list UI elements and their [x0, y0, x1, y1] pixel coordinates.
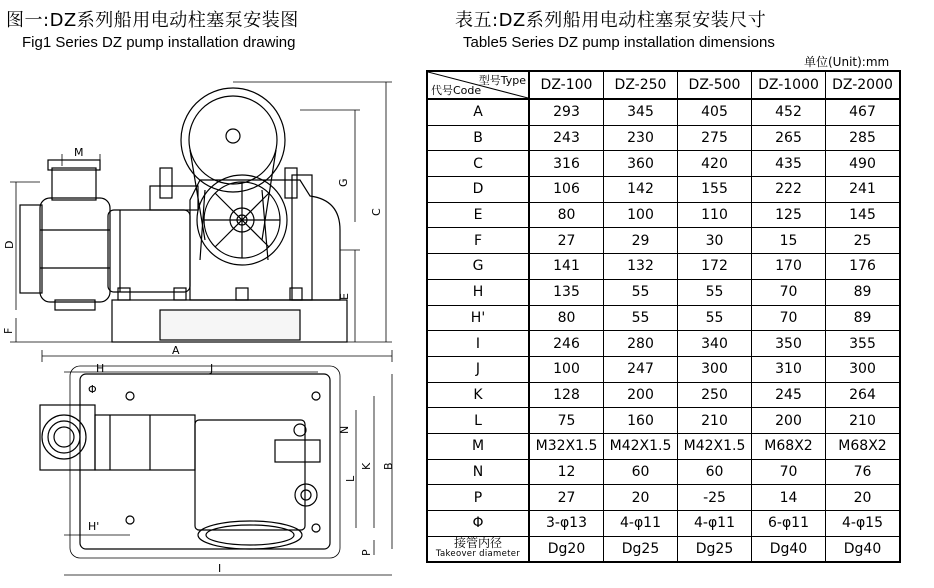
table-cell: 490 [826, 151, 901, 177]
table-cell: 80 [529, 202, 604, 228]
table-cell: 350 [752, 331, 826, 357]
table-cell: 300 [678, 356, 752, 382]
table-cell: 29 [604, 228, 678, 254]
table-cell: 25 [826, 228, 901, 254]
table-cell: 4-φ15 [826, 511, 901, 537]
table-row [427, 382, 900, 408]
table-cell: 27 [529, 485, 604, 511]
table-cell: 76 [826, 459, 901, 485]
row-code: B [427, 125, 529, 151]
table-cell: 12 [529, 459, 604, 485]
dim-label-g: G [337, 178, 350, 187]
table-cell: 89 [826, 305, 901, 331]
model-header: DZ-100 [529, 71, 604, 99]
dim-label-l: L [344, 475, 357, 482]
table-cell: 4-φ11 [604, 511, 678, 537]
table-cell: 285 [826, 125, 901, 151]
table-row [427, 177, 900, 203]
table-cell: 125 [752, 202, 826, 228]
dim-label-h-prime: H' [88, 520, 100, 533]
dim-label-j: J [210, 362, 214, 375]
dim-label-m: M [74, 146, 84, 159]
dim-label-i: I [218, 562, 222, 575]
table-cell: 55 [678, 305, 752, 331]
row-code: M [427, 433, 529, 459]
row-code: G [427, 254, 529, 280]
table-cell: 435 [752, 151, 826, 177]
table-row [427, 433, 900, 459]
installation-drawing [0, 50, 428, 588]
table-cell: 200 [604, 382, 678, 408]
model-header: DZ-500 [678, 71, 752, 99]
table-cell: 20 [826, 485, 901, 511]
unit-label: 单位(Unit):mm [804, 55, 890, 69]
row-code: Φ [427, 511, 529, 537]
table-cell: 3-φ13 [529, 511, 604, 537]
front-view [10, 82, 392, 342]
left-title-cn: 图一:DZ系列船用电动柱塞泵安装图 [6, 10, 299, 31]
table-cell: 4-φ11 [678, 511, 752, 537]
table-cell: 60 [678, 459, 752, 485]
dim-label-a: A [172, 344, 180, 357]
table-cell: 405 [678, 99, 752, 125]
table-cell: 70 [752, 305, 826, 331]
table-row [427, 279, 900, 305]
table-row [427, 511, 900, 537]
table-cell: 280 [604, 331, 678, 357]
table-cell: 345 [604, 99, 678, 125]
table-cell: 210 [826, 408, 901, 434]
table-cell: 293 [529, 99, 604, 125]
row-code: H [427, 279, 529, 305]
table-cell: 250 [678, 382, 752, 408]
table-cell: 55 [604, 305, 678, 331]
table-row [427, 125, 900, 151]
table-cell: 75 [529, 408, 604, 434]
table-cell: 15 [752, 228, 826, 254]
table-cell: M68X2 [826, 433, 901, 459]
header-type-label: 型号Type [478, 74, 526, 87]
dim-label-h: H [96, 362, 105, 375]
table-cell: 265 [752, 125, 826, 151]
dim-label-d: D [3, 240, 16, 249]
table-cell: 300 [826, 356, 901, 382]
takeover-label-cell [427, 536, 529, 562]
dim-label-c: C [370, 208, 383, 216]
table-cell: Dg25 [604, 536, 678, 562]
table-cell: 100 [604, 202, 678, 228]
model-header: DZ-2000 [826, 71, 901, 99]
table-cell: M32X1.5 [529, 433, 604, 459]
dim-label-p: P [360, 549, 373, 556]
header-code-label: 代号Code [431, 84, 482, 97]
table-cell: M42X1.5 [678, 433, 752, 459]
table-cell: 145 [826, 202, 901, 228]
table-row [427, 331, 900, 357]
row-code: F [427, 228, 529, 254]
table-cell: 70 [752, 459, 826, 485]
table-cell: 467 [826, 99, 901, 125]
takeover-label-cn: 接管内径 [453, 536, 502, 551]
table-cell: 340 [678, 331, 752, 357]
table-cell: 355 [826, 331, 901, 357]
table-cell: 100 [529, 356, 604, 382]
table-cell: 14 [752, 485, 826, 511]
table-cell: 155 [678, 177, 752, 203]
table-cell: 80 [529, 305, 604, 331]
table-cell: 135 [529, 279, 604, 305]
table-cell: Dg40 [826, 536, 901, 562]
row-code: L [427, 408, 529, 434]
table-cell: 106 [529, 177, 604, 203]
table-cell: 110 [678, 202, 752, 228]
row-code: K [427, 382, 529, 408]
table-cell: Dg25 [678, 536, 752, 562]
dimension-table [426, 70, 901, 563]
table-row [427, 202, 900, 228]
table-cell: Dg20 [529, 536, 604, 562]
table-row [427, 305, 900, 331]
table-row [427, 356, 900, 382]
table-cell: 275 [678, 125, 752, 151]
table-cell: 30 [678, 228, 752, 254]
table-cell: 170 [752, 254, 826, 280]
table-header-row [427, 71, 900, 99]
row-code: I [427, 331, 529, 357]
table-cell: 20 [604, 485, 678, 511]
table-cell: 142 [604, 177, 678, 203]
table-cell: M42X1.5 [604, 433, 678, 459]
table-cell: 243 [529, 125, 604, 151]
table-row-takeover [427, 536, 900, 562]
table-cell: 60 [604, 459, 678, 485]
table-cell: 89 [826, 279, 901, 305]
header-diagonal-cell [427, 71, 529, 99]
table-cell: 241 [826, 177, 901, 203]
table-cell: 246 [529, 331, 604, 357]
table-cell: 360 [604, 151, 678, 177]
left-title-en: Fig1 Series DZ pump installation drawing [22, 34, 296, 51]
dim-label-phi: Φ [88, 383, 97, 396]
table-row [427, 228, 900, 254]
row-code: C [427, 151, 529, 177]
table-row [427, 254, 900, 280]
table-cell: 141 [529, 254, 604, 280]
right-title-en: Table5 Series DZ pump installation dimensions [463, 34, 775, 51]
model-header: DZ-250 [604, 71, 678, 99]
table-cell: 316 [529, 151, 604, 177]
table-cell: 264 [826, 382, 901, 408]
table-cell: 420 [678, 151, 752, 177]
table-cell: 230 [604, 125, 678, 151]
table-row [427, 459, 900, 485]
table-cell: M68X2 [752, 433, 826, 459]
table-cell: 200 [752, 408, 826, 434]
model-header: DZ-1000 [752, 71, 826, 99]
right-title-cn: 表五:DZ系列船用电动柱塞泵安装尺寸 [455, 10, 767, 31]
row-code: J [427, 356, 529, 382]
table-cell: 222 [752, 177, 826, 203]
table-cell: 6-φ11 [752, 511, 826, 537]
table-cell: 27 [529, 228, 604, 254]
table-cell: Dg40 [752, 536, 826, 562]
table-cell: 310 [752, 356, 826, 382]
row-code: D [427, 177, 529, 203]
table-row [427, 151, 900, 177]
table-cell: 452 [752, 99, 826, 125]
row-code: E [427, 202, 529, 228]
table-cell: 132 [604, 254, 678, 280]
table-row [427, 99, 900, 125]
dim-label-b: B [382, 462, 395, 470]
table-cell: 70 [752, 279, 826, 305]
table-cell: 176 [826, 254, 901, 280]
table-cell: -25 [678, 485, 752, 511]
table-cell: 55 [604, 279, 678, 305]
table-cell: 128 [529, 382, 604, 408]
table-cell: 210 [678, 408, 752, 434]
table-row [427, 485, 900, 511]
takeover-label-en: Takeover diameter [435, 549, 521, 560]
dim-label-k: K [360, 462, 373, 470]
dim-label-e: E [338, 293, 351, 300]
table-cell: 247 [604, 356, 678, 382]
dim-label-n: N [338, 425, 351, 434]
table-cell: 55 [678, 279, 752, 305]
row-code: H' [427, 305, 529, 331]
table-cell: 245 [752, 382, 826, 408]
table-cell: 160 [604, 408, 678, 434]
table-cell: 172 [678, 254, 752, 280]
row-code: N [427, 459, 529, 485]
table-row [427, 408, 900, 434]
row-code: A [427, 99, 529, 125]
dim-label-f: F [2, 327, 15, 334]
row-code: P [427, 485, 529, 511]
